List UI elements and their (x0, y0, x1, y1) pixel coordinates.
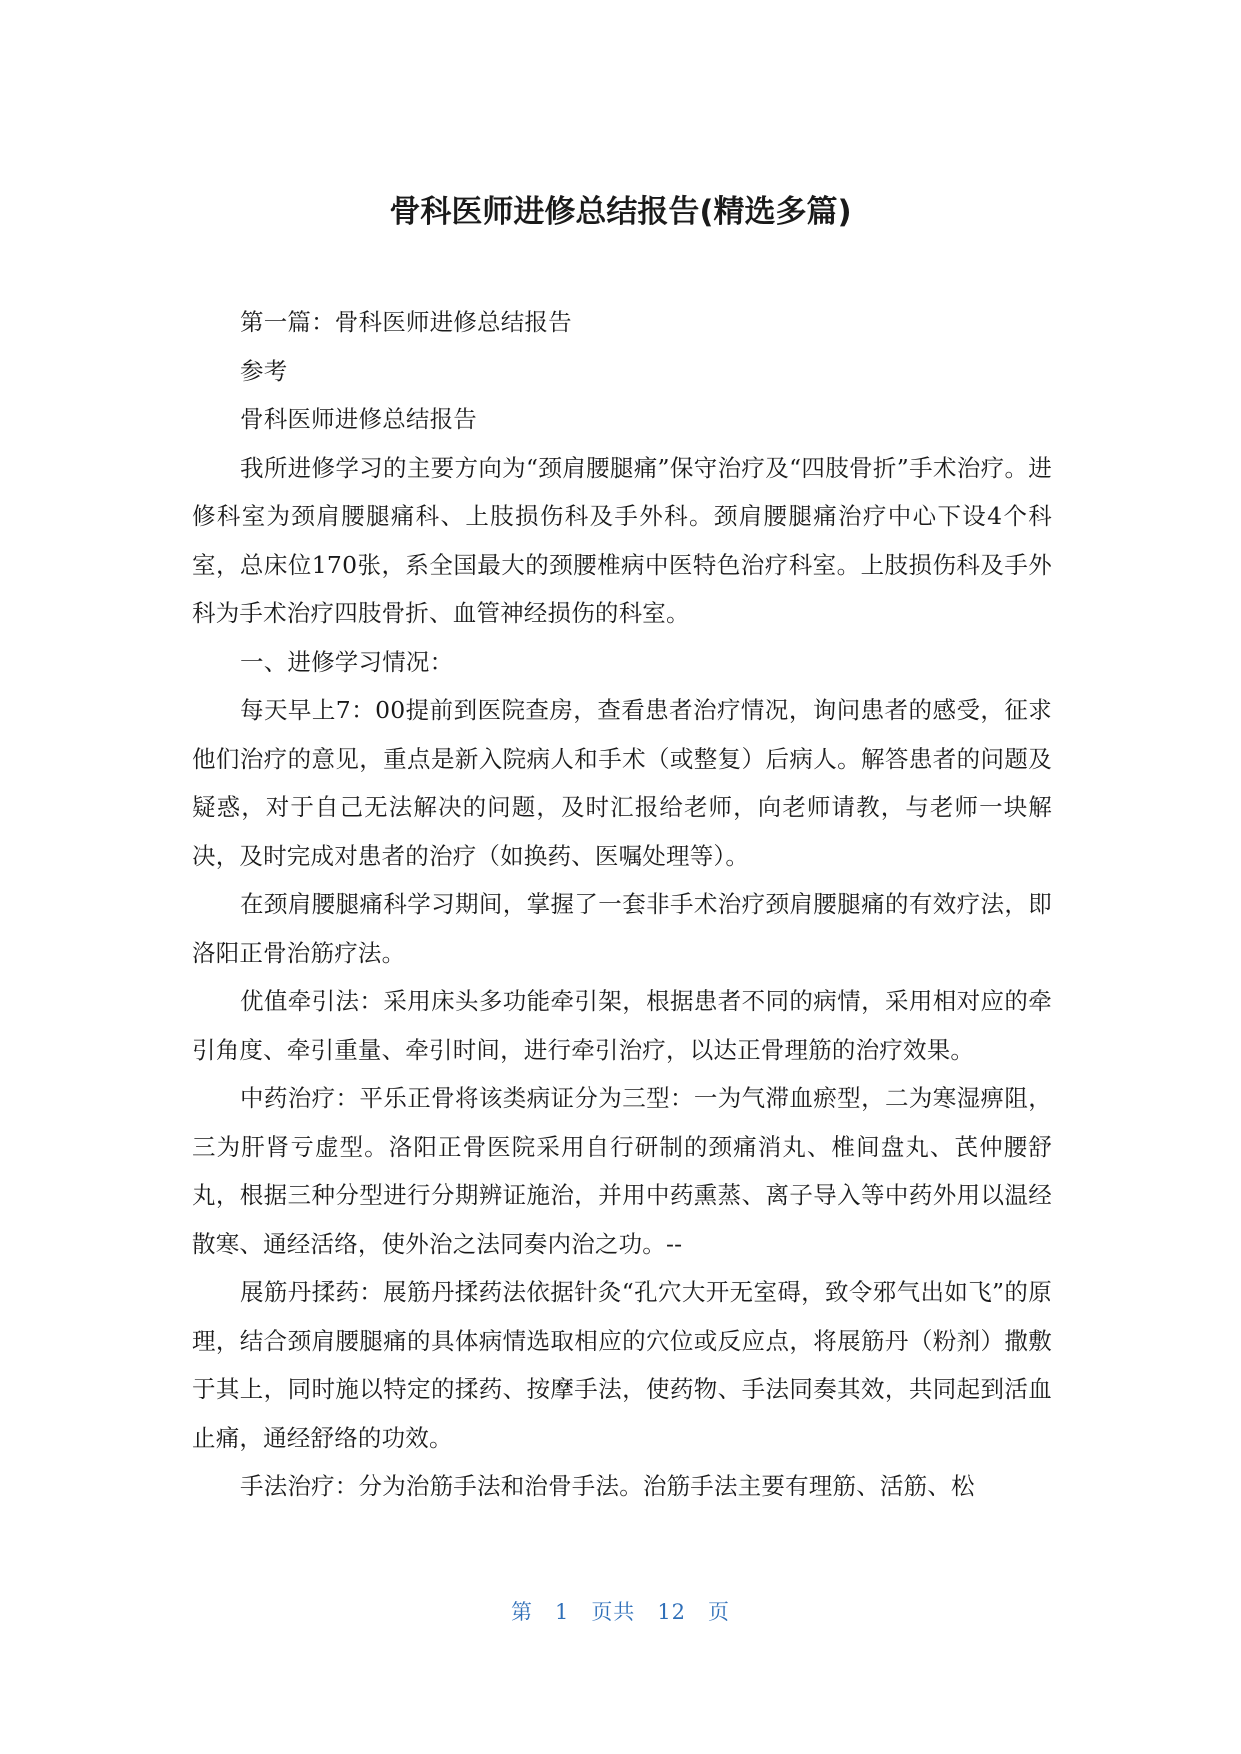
paragraph: 优值牵引法：采用床头多功能牵引架，根据患者不同的病情，采用相对应的牵引角度、牵引重量、牵引时间，进行牵引治疗，以达正骨理筋的治疗效果。 (192, 987, 1052, 1064)
paragraph: 手法治疗：分为治筋手法和治骨手法。治筋手法主要有理筋、活筋、松 (240, 1472, 975, 1500)
page-footer (0, 1596, 1241, 1626)
section-heading: 一、进修学习情况： (240, 647, 454, 676)
paragraph: 在颈肩腰腿痛科学习期间，掌握了一套非手术治疗颈肩腰腿痛的有效疗法，即洛阳正骨治筋疗法。 (192, 890, 1052, 967)
footer-total-pages: 12 (657, 1600, 687, 1624)
paragraph: 展筋丹揉药：展筋丹揉药法依据针灸“孔穴大开无室碍，致令邪气出如飞”的原理，结合颈肩腰腿痛的具体病情选取相应的穴位或反应点，将展筋丹（粉剂）撒敷于其上，同时施以特定的揉药、按摩手法，使药物、手法同奏其效，共同起到活血止痛，通经舒络的功效。 (192, 1278, 1052, 1452)
paragraph: 每天早上7：00提前到医院查房，查看患者治疗情况，询问患者的感受，征求他们治疗的意见，重点是新入院病人和手术（或整复）后病人。解答患者的问题及疑惑，对于自己无法解决的问题，及时汇报给老师，向老师请教，与老师一块解决，及时完成对患者的治疗（如换药、医嘱处理等）。 (192, 696, 1052, 870)
paragraph: 参考 (240, 356, 288, 385)
document-body (192, 298, 1052, 1511)
document-title: 骨科医师进修总结报告(精选多篇) (389, 194, 852, 230)
paragraph: 中药治疗：平乐正骨将该类病证分为三型：一为气滞血瘀型，二为寒湿痹阻，三为肝肾亏虚型。洛阳正骨医院采用自行研制的颈痛消丸、椎间盘丸、芪仲腰舒丸，根据三种分型进行分期辨证施治，并用中药熏蒸、离子导入等中药外用以温经散寒、通经活络，使外治之法同奏内治之功。-- (192, 1084, 1052, 1258)
footer-prefix: 第 (510, 1600, 533, 1624)
paragraph: 我所进修学习的主要方向为“颈肩腰腿痛”保守治疗及“四肢骨折”手术治疗。进修科室为颈肩腰腿痛科、上肢损伤科及手外科。颈肩腰腿痛治疗中心下设4个科室，总床位170张，系全国最大的颈腰椎病中医特色治疗科室。上肢损伤科及手外科为手术治疗四肢骨折、血管神经损伤的科室。 (192, 453, 1052, 627)
footer-page-number: 1 (554, 1600, 570, 1624)
footer-suffix: 页 (708, 1600, 731, 1624)
paragraph: 骨科医师进修总结报告 (240, 405, 477, 433)
footer-middle: 页共 (591, 1600, 636, 1624)
paragraph: 第一篇：骨科医师进修总结报告 (240, 308, 572, 336)
